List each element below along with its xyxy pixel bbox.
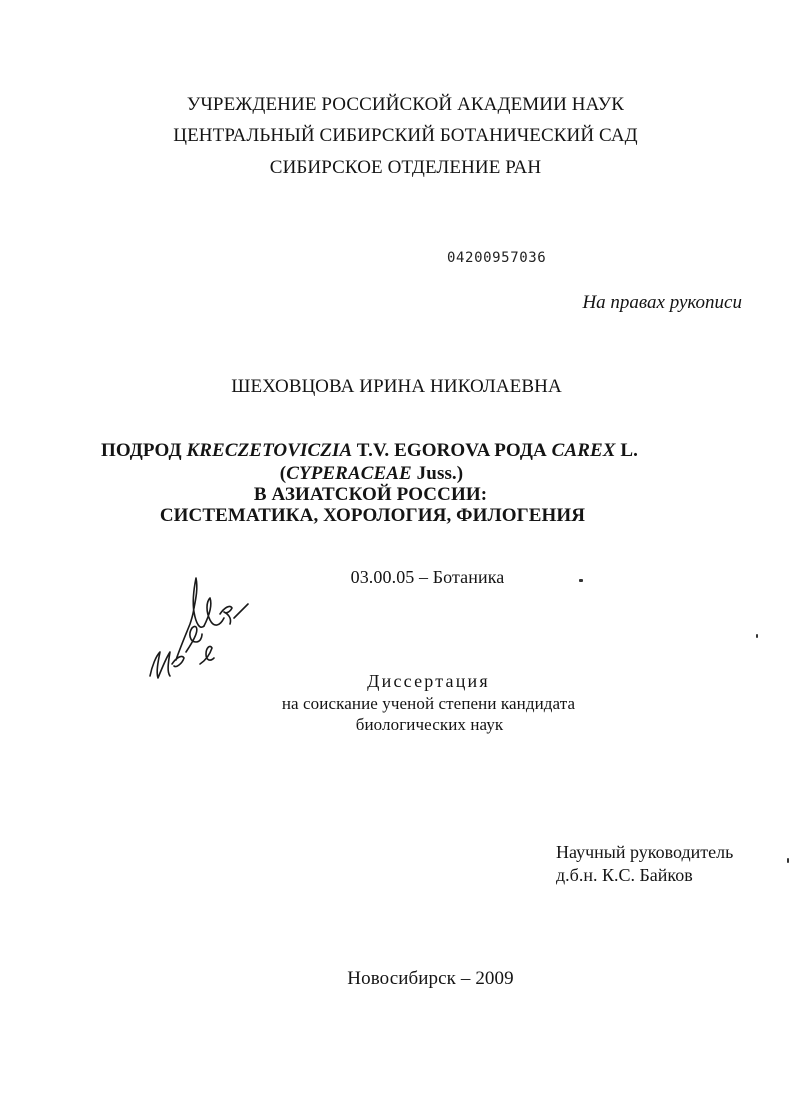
specialty-code: 03.00.05 – Ботаника [350,567,505,587]
degree-line-1: на соискание ученой степени кандидата [281,694,576,713]
institution-line-2: ЦЕНТРАЛЬНЫЙ СИБИРСКИЙ БОТАНИЧЕСКИЙ САД [173,125,638,146]
registration-number: 04200957036 [447,250,547,266]
title-text: ( [279,463,287,484]
title-text: T.V. EGOROVA РОДА [352,440,552,461]
degree-line-2: биологических наук [355,715,504,734]
title-line-3: В АЗИАТСКОЙ РОССИИ: [253,484,488,505]
genus-subgenus-name: KRECZETOVICZIA [186,440,353,461]
title-line-1 [0,440,769,462]
manuscript-note: На правах рукописи [582,292,742,313]
title-line-4: СИСТЕМАТИКА, ХОРОЛОГИЯ, ФИЛОГЕНИЯ [159,505,586,526]
supervisor-role: Научный руководитель [556,842,734,862]
dissertation-heading: Диссертация [367,671,490,691]
family-name: CYPERACEAE [286,463,412,484]
genus-name: CAREX [551,440,616,461]
supervisor-block [556,841,733,887]
city-year: Новосибирск – 2009 [347,968,514,989]
title-text: ПОДРОД [100,440,187,461]
scan-speck [787,858,789,863]
title-text: L. [615,440,639,461]
handwritten-signature [140,568,250,693]
supervisor-name: д.б.н. К.С. Байков [556,865,693,885]
author-name: ШЕХОВЦОВА ИРИНА НИКОЛАЕВНА [231,376,562,397]
title-text: Juss.) [411,463,464,484]
title-line-2 [0,463,771,485]
scan-speck [756,634,758,638]
scan-speck [579,579,583,582]
institution-line-1: УЧРЕЖДЕНИЕ РОССИЙСКОЙ АКАДЕМИИ НАУК [186,94,625,115]
institution-line-3: СИБИРСКОЕ ОТДЕЛЕНИЕ РАН [269,157,542,178]
